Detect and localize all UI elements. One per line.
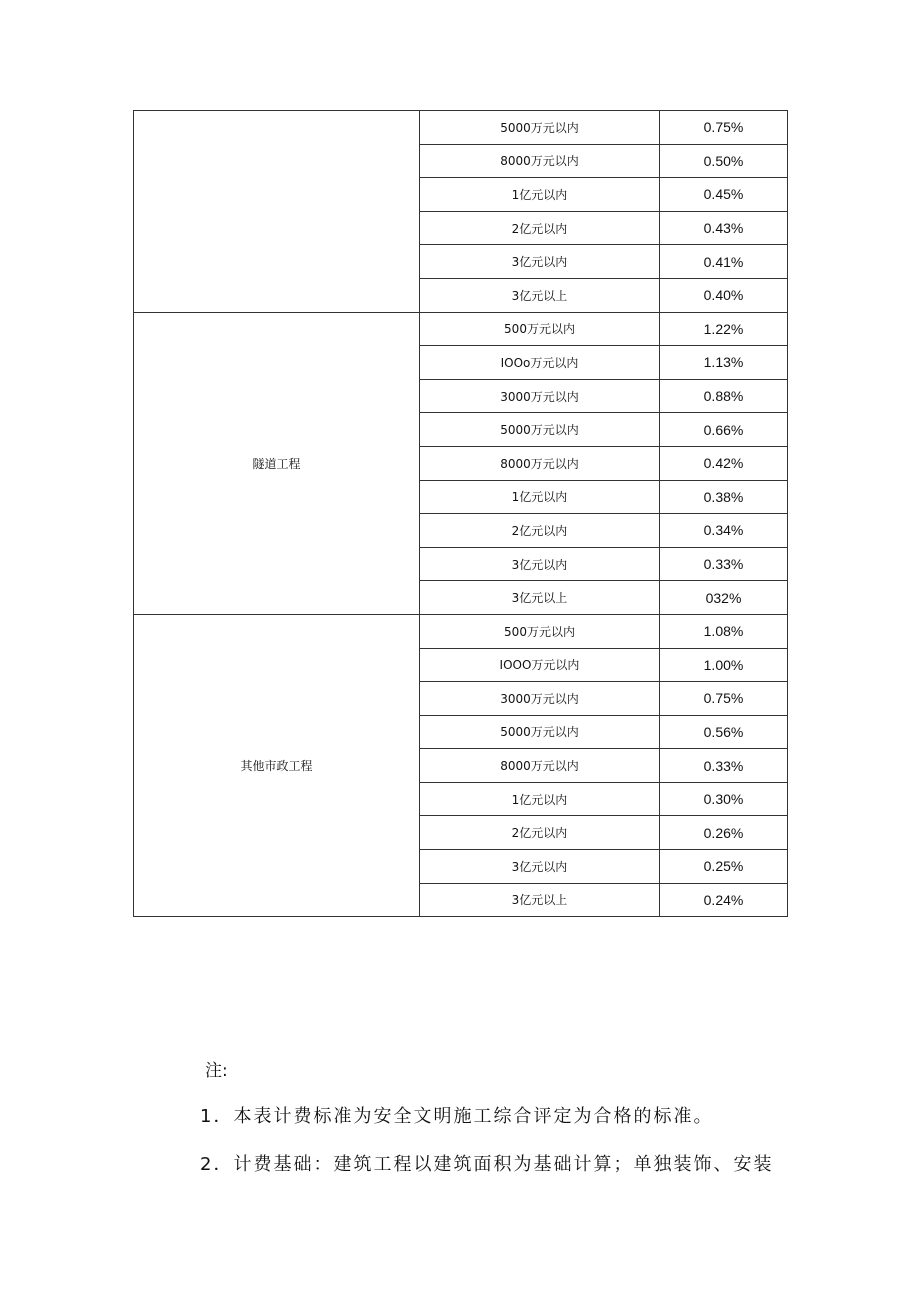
rate-cell: 0.33% [660,749,788,783]
rate-cell: 0.45% [660,178,788,212]
fee-rate-table-body [134,111,788,917]
rate-cell: 0.25% [660,850,788,884]
rate-cell: 1.00% [660,648,788,682]
cost-range-cell: 5000万元以内 [420,111,660,145]
rate-cell: 0.26% [660,816,788,850]
category-cell [134,111,420,313]
notes-title: 注: [205,1061,228,1081]
cost-range-cell: 5000万元以内 [420,413,660,447]
cost-range-cell: 3亿元以上 [420,278,660,312]
category-cell: 隧道工程 [134,312,420,614]
note-line-1: 1．本表计费标准为安全文明施工综合评定为合格的标准。 [200,1106,714,1127]
rate-cell: 0.33% [660,547,788,581]
cost-range-cell: 3000万元以内 [420,682,660,716]
cost-range-cell: 3亿元以上 [420,883,660,917]
cost-range-cell: 500万元以内 [420,312,660,346]
rate-cell: 0.42% [660,446,788,480]
cost-range-cell: 1亿元以内 [420,480,660,514]
cost-range-cell: 8000万元以内 [420,144,660,178]
rate-cell: 0.41% [660,245,788,279]
note-line-2: 2．计费基础：建筑工程以建筑面积为基础计算；单独装饰、安装 [200,1154,774,1175]
cost-range-cell: 3亿元以上 [420,581,660,615]
rate-cell: 0.40% [660,278,788,312]
rate-cell: 0.56% [660,715,788,749]
rate-cell: 0.75% [660,111,788,145]
cost-range-cell: 1亿元以内 [420,178,660,212]
cost-range-cell: IOOo万元以内 [420,346,660,380]
rate-cell: 0.66% [660,413,788,447]
cost-range-cell: 8000万元以内 [420,749,660,783]
rate-cell: 0.30% [660,782,788,816]
cost-range-cell: 3亿元以内 [420,547,660,581]
cost-range-cell: 8000万元以内 [420,446,660,480]
table-row [134,312,788,346]
rate-cell: 0.88% [660,379,788,413]
rate-cell: 1.13% [660,346,788,380]
cost-range-cell: 3亿元以内 [420,245,660,279]
rate-cell: 1.22% [660,312,788,346]
rate-cell: 1.08% [660,614,788,648]
cost-range-cell: 3000万元以内 [420,379,660,413]
cost-range-cell: 500万元以内 [420,614,660,648]
rate-cell: 0.75% [660,682,788,716]
cost-range-cell: 2亿元以内 [420,816,660,850]
cost-range-cell: 2亿元以内 [420,514,660,548]
table-row [134,111,788,145]
rate-cell: 0.34% [660,514,788,548]
cost-range-cell: 1亿元以内 [420,782,660,816]
rate-cell: 0.43% [660,211,788,245]
rate-cell: 032% [660,581,788,615]
table-row [134,614,788,648]
cost-range-cell: IOOO万元以内 [420,648,660,682]
cost-range-cell: 5000万元以内 [420,715,660,749]
cost-range-cell: 2亿元以内 [420,211,660,245]
fee-rate-table [133,110,788,917]
rate-cell: 0.24% [660,883,788,917]
cost-range-cell: 3亿元以内 [420,850,660,884]
rate-cell: 0.38% [660,480,788,514]
rate-cell: 0.50% [660,144,788,178]
category-cell: 其他市政工程 [134,614,420,916]
